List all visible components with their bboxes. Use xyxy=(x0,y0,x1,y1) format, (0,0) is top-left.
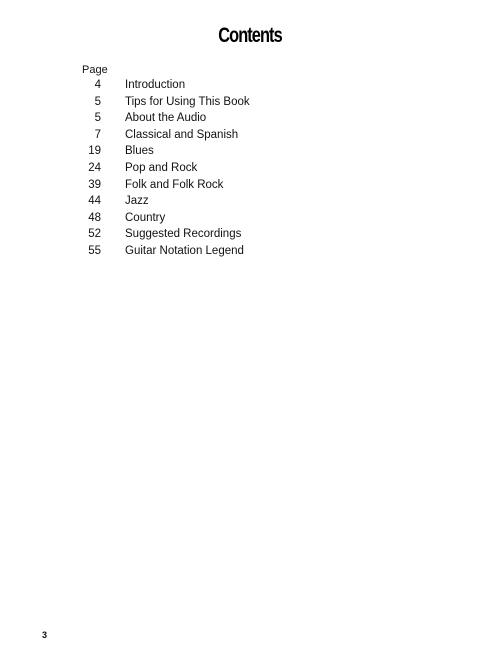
toc-page-number: 5 xyxy=(94,112,101,125)
toc-entry-title: Blues xyxy=(125,145,154,158)
toc-entry-title: Classical and Spanish xyxy=(125,128,239,141)
toc-page-number: 52 xyxy=(88,228,101,241)
toc-entry xyxy=(70,112,330,129)
page-column-label: Page xyxy=(82,64,108,76)
toc-entry xyxy=(70,179,330,196)
toc-entry-title: Introduction xyxy=(125,79,186,91)
toc-entry xyxy=(70,129,330,146)
toc-entry xyxy=(70,162,330,179)
toc-page-number: 48 xyxy=(88,211,101,224)
toc-entry-title: Jazz xyxy=(125,195,149,208)
toc-entry-title: Guitar Notation Legend xyxy=(125,244,244,257)
toc-entry-title: Tips for Using This Book xyxy=(125,95,250,108)
toc-entry-title: Suggested Recordings xyxy=(125,228,242,241)
toc-entry xyxy=(70,195,330,212)
toc-page-number: 44 xyxy=(88,195,101,208)
toc-entry xyxy=(70,79,330,96)
toc-entry-title: About the Audio xyxy=(125,112,207,125)
toc-entry xyxy=(70,145,330,162)
toc-page-number: 4 xyxy=(94,79,101,91)
page-title: Contents xyxy=(218,24,282,47)
toc-page-number: 39 xyxy=(88,178,101,191)
toc-page-number: 7 xyxy=(94,128,101,141)
toc-page-number: 55 xyxy=(88,244,101,257)
page-number: 3 xyxy=(42,630,48,640)
toc-entry xyxy=(70,228,330,245)
toc-entry xyxy=(70,245,330,262)
toc-entry-title: Country xyxy=(125,211,166,224)
toc-entry-title: Pop and Rock xyxy=(125,161,198,174)
table-of-contents xyxy=(70,79,330,262)
toc-entry-title: Folk and Folk Rock xyxy=(125,178,224,191)
toc-page-number: 19 xyxy=(88,145,101,158)
toc-entry xyxy=(70,96,330,113)
toc-page-number: 5 xyxy=(94,95,101,108)
toc-entry xyxy=(70,212,330,229)
toc-page-number: 24 xyxy=(88,161,101,174)
